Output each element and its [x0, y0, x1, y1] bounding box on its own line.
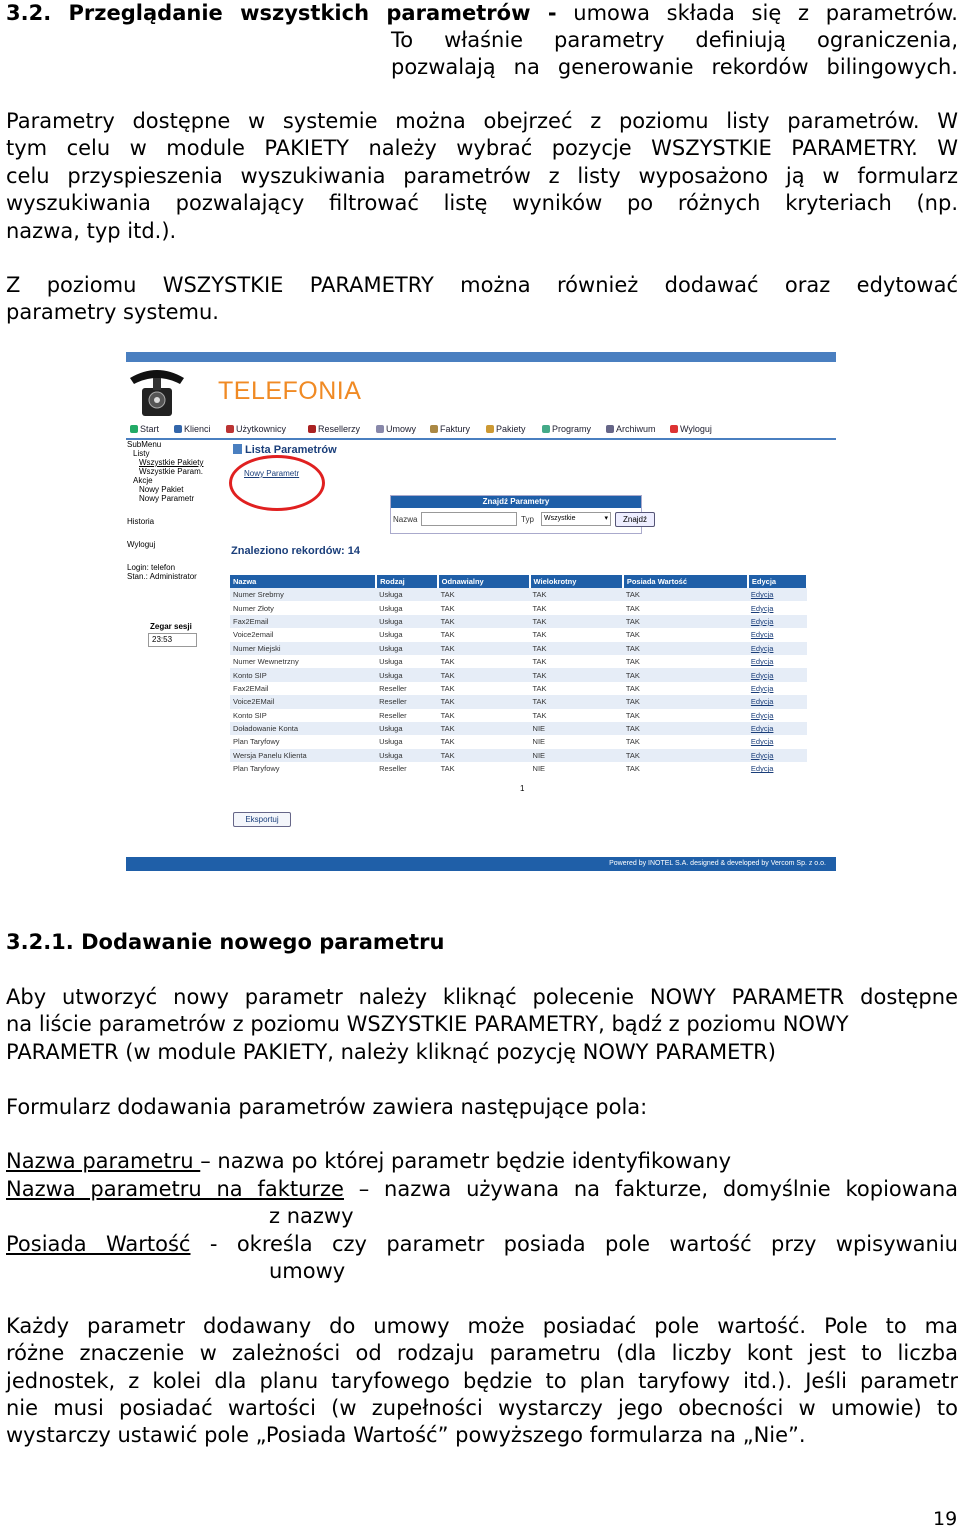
table-cell: Plan Taryfowy — [233, 737, 280, 747]
table-cell: TAK — [438, 722, 530, 735]
table-cell: Fax2Email — [230, 615, 376, 628]
para5-line: wystarczy ustawić pole „Posiada Wartość” powyższego formularza na „Nie”. — [6, 1423, 806, 1447]
table-cell: TAK — [530, 668, 623, 681]
table-cell: TAK — [438, 695, 530, 708]
section-heading-bold: 3.2. Przeglądanie wszystkich parametrów - — [6, 1, 557, 25]
subsection-heading: 3.2.1. Dodawanie nowego parametru — [6, 930, 445, 954]
table-row — [230, 668, 807, 681]
para3-line: PARAMETR (w module PAKIETY, należy kliknąć pozycję NOWY PARAMETR) — [6, 1040, 776, 1064]
table-cell: Wersja Panelu Klienta — [230, 749, 376, 762]
nav-faktury[interactable]: Faktury — [430, 424, 470, 434]
field-has-value-cont: umowy — [269, 1259, 346, 1283]
table-cell: TAK — [530, 615, 623, 628]
table-cell: TAK — [440, 710, 455, 720]
users-icon — [226, 425, 234, 433]
nav-resellerzy[interactable]: Resellerzy — [308, 424, 360, 434]
side-all-packages[interactable]: Wszystkie Pakiety — [139, 458, 204, 467]
table-cell: TAK — [438, 588, 530, 601]
column-header[interactable]: Wielokrotny — [530, 575, 623, 588]
table-cell: TAK — [438, 668, 530, 681]
name-input[interactable] — [421, 512, 517, 526]
highlight-circle — [229, 455, 325, 511]
table-row — [230, 695, 807, 708]
table-cell: TAK — [625, 710, 640, 720]
packages-icon — [486, 425, 494, 433]
table-cell: TAK — [625, 683, 640, 693]
table-cell: Numer Złoty — [233, 603, 274, 613]
section-heading — [6, 0, 958, 27]
table-cell: TAK — [440, 737, 455, 747]
records-found: Znaleziono rekordów: 14 — [231, 545, 360, 557]
table-cell: Usługa — [376, 642, 437, 655]
table-cell: TAK — [438, 642, 530, 655]
table-cell: TAK — [625, 764, 640, 774]
edit-link[interactable]: Edycja — [750, 737, 774, 747]
para1-line: tym celu w module PAKIETY należy wybrać pozycje WSZYSTKIE PARAMETRY. W — [6, 136, 958, 160]
top-bar — [126, 352, 836, 362]
edit-link[interactable]: Edycja — [748, 588, 807, 601]
side-wyloguj[interactable]: Wyloguj — [127, 540, 156, 549]
para5-line: jednostek, z kolei dla planu taryfowego będzie to plan taryfowy itd.). Jeśli parametr — [6, 1369, 958, 1393]
nav-wyloguj[interactable]: Wyloguj — [670, 424, 712, 434]
app-brand: TELEFONIA — [218, 377, 362, 405]
table-cell: TAK — [532, 710, 547, 720]
type-label: Typ — [521, 515, 534, 524]
session-clock: 23:53 — [148, 633, 197, 647]
table-cell: TAK — [440, 683, 455, 693]
nav-uzytkownicy[interactable]: Użytkownicy — [226, 424, 286, 434]
table-cell: Usługa — [376, 749, 437, 762]
table-cell: Plan Taryfowy — [233, 764, 280, 774]
table-cell: TAK — [438, 615, 530, 628]
table-cell: Numer Srebrny — [230, 588, 376, 601]
table-cell: TAK — [532, 603, 547, 613]
table-cell: TAK — [625, 737, 640, 747]
pagination[interactable]: 1 — [520, 784, 525, 793]
nav-klienci[interactable]: Klienci — [174, 424, 211, 434]
para5-line: nie musi posiadać wartości (w zupełności wystarczy jego obecności w umowie) to — [6, 1396, 958, 1420]
programs-icon — [542, 425, 550, 433]
side-listy: Listy — [133, 449, 150, 458]
column-header[interactable]: Nazwa — [230, 575, 376, 588]
table-cell: TAK — [530, 588, 623, 601]
table-cell: Usługa — [376, 722, 437, 735]
edit-link[interactable]: Edycja — [748, 642, 807, 655]
table-row — [230, 655, 807, 668]
column-header[interactable]: Rodzaj — [376, 575, 437, 588]
app-screenshot — [126, 352, 836, 871]
edit-link[interactable]: Edycja — [750, 630, 774, 640]
field-invoice-name: Nazwa parametru na fakturze – nazwa używana na fakturze, domyślnie kopiowana — [6, 1177, 958, 1201]
table-cell: NIE — [530, 749, 623, 762]
table-row — [230, 762, 807, 775]
table-cell: Voice2EMail — [230, 695, 376, 708]
side-new-param[interactable]: Nowy Parametr — [139, 494, 195, 503]
para1-line: wyszukiwania pozwalający filtrować listę wyników po różnych kryteriach (np. — [6, 191, 958, 215]
invoices-icon — [430, 425, 438, 433]
table-cell: TAK — [438, 749, 530, 762]
column-header[interactable]: Posiada Wartość — [623, 575, 748, 588]
search-form-title: Znajdź Parametry — [391, 496, 641, 508]
parameters-table — [230, 575, 808, 775]
para2-line: parametry systemu. — [6, 300, 219, 324]
table-cell: TAK — [625, 603, 640, 613]
table-cell: TAK — [623, 749, 748, 762]
table-cell: NIE — [530, 722, 623, 735]
table-cell: Numer Miejski — [230, 642, 376, 655]
table-cell: TAK — [440, 603, 455, 613]
edit-link[interactable]: Edycja — [748, 722, 807, 735]
clients-icon — [174, 425, 182, 433]
table-cell: TAK — [532, 657, 547, 667]
telephone-icon — [126, 364, 186, 420]
table-cell: Voice2email — [233, 630, 274, 640]
table-cell: Konto SIP — [230, 668, 376, 681]
table-cell: NIE — [532, 764, 546, 774]
para2-line: Z poziomu WSZYSTKIE PARAMETRY można również dodawać oraz edytować — [6, 273, 958, 297]
nav-start[interactable]: Start — [130, 424, 159, 434]
section-heading-line-3: pozwalają na generowanie rekordów bilingowych. — [391, 55, 958, 79]
table-cell: TAK — [623, 722, 748, 735]
para1-line: celu przyspieszenia wyszukiwania parametrów z listy wyposażono ją w formularz — [6, 164, 958, 188]
footer: Powered by INOTEL S.A. designed & developed by Vercom Sp. z o.o. — [126, 857, 836, 871]
table-cell: Reseller — [379, 710, 407, 720]
page-title: Lista Parametrów — [233, 444, 337, 456]
edit-link[interactable]: Edycja — [750, 657, 774, 667]
side-historia[interactable]: Historia — [127, 517, 155, 526]
table-cell: TAK — [623, 588, 748, 601]
nav-pakiety[interactable]: Pakiety — [486, 424, 526, 434]
table-cell: Reseller — [379, 683, 407, 693]
edit-link[interactable]: Edycja — [748, 695, 807, 708]
table-cell: TAK — [625, 657, 640, 667]
table-cell: Doładowanie Konta — [230, 722, 376, 735]
table-cell: TAK — [532, 630, 547, 640]
field-has-value: Posiada Wartość - określa czy parametr posiada pole wartość przy wpisywaniu — [6, 1232, 958, 1256]
table-row — [230, 642, 807, 655]
edit-link[interactable]: Edycja — [750, 710, 774, 720]
side-submenu: SubMenu — [127, 440, 162, 449]
field-invoice-name-cont: z nazwy — [269, 1204, 354, 1228]
table-row — [230, 709, 807, 722]
table-cell: Reseller — [376, 695, 437, 708]
para4: Formularz dodawania parametrów zawiera następujące pola: — [6, 1095, 648, 1119]
edit-link[interactable]: Edycja — [750, 603, 774, 613]
side-all-params[interactable]: Wszystkie Param. — [139, 467, 204, 476]
table-row — [230, 628, 807, 641]
table-cell: Numer Wewnetrzny — [233, 657, 299, 667]
table-cell: Reseller — [379, 764, 407, 774]
column-header[interactable]: Odnawialny — [438, 575, 530, 588]
para3-line: Aby utworzyć nowy parametr należy kliknąć polecenie NOWY PARAMETR dostępne — [6, 985, 958, 1009]
table-cell: TAK — [623, 668, 748, 681]
side-status: Stan.: Administrator — [127, 572, 197, 581]
para5-line: różne znaczenie w zależności od rodzaju parametru (dla liczby kont jest to liczba — [6, 1341, 958, 1365]
field-name: Nazwa parametru – nazwa po której parametr będzie identyfikowany — [6, 1149, 732, 1173]
name-label: Nazwa — [393, 515, 418, 524]
list-icon — [233, 444, 242, 454]
table-cell: TAK — [623, 695, 748, 708]
new-parameter-link[interactable]: Nowy Parametr — [244, 469, 300, 478]
table-cell: TAK — [440, 764, 455, 774]
edit-link[interactable]: Edycja — [748, 668, 807, 681]
edit-link[interactable]: Edycja — [750, 764, 774, 774]
edit-link[interactable]: Edycja — [748, 749, 807, 762]
search-form — [390, 495, 647, 534]
para1-line: nazwa, typ itd.). — [6, 219, 177, 243]
nav-umowy[interactable]: Umowy — [376, 424, 416, 434]
section-heading-line-2: To właśnie parametry definiują ograniczenia, — [391, 28, 958, 52]
side-new-package[interactable]: Nowy Pakiet — [139, 485, 184, 494]
table-row — [230, 588, 807, 601]
table-cell: NIE — [532, 737, 546, 747]
edit-link[interactable]: Edycja — [748, 615, 807, 628]
table-cell: Usługa — [379, 737, 403, 747]
table-cell: TAK — [530, 695, 623, 708]
para3-line: na liście parametrów z poziomu WSZYSTKIE PARAMETRY, bądź z poziomu NOWY — [6, 1012, 849, 1036]
logout-icon — [670, 425, 678, 433]
side-akcje: Akcje — [133, 476, 153, 485]
table-cell: Fax2EMail — [233, 683, 269, 693]
main-nav — [126, 420, 836, 440]
table-cell: TAK — [440, 657, 455, 667]
table-row — [230, 749, 807, 762]
resellers-icon — [308, 425, 316, 433]
table-cell: TAK — [530, 642, 623, 655]
table-row — [230, 601, 807, 614]
column-header[interactable]: Edycja — [748, 575, 807, 588]
table-row — [230, 735, 807, 748]
contracts-icon — [376, 425, 384, 433]
home-icon — [130, 425, 138, 433]
table-cell: Usługa — [376, 588, 437, 601]
table-cell: TAK — [623, 642, 748, 655]
table-cell: Usługa — [376, 668, 437, 681]
page-number: 19 — [933, 1508, 958, 1530]
para1-line: Parametry dostępne w systemie można obejrzeć z poziomu listy parametrów. W — [6, 109, 958, 133]
type-select[interactable]: Wszystkie ▾ — [541, 512, 611, 526]
chevron-down-icon: ▾ — [604, 515, 608, 522]
table-cell: TAK — [623, 615, 748, 628]
table-cell: Konto SIP — [233, 710, 267, 720]
find-button[interactable]: Znajdź — [615, 512, 655, 527]
table-row — [230, 722, 807, 735]
table-cell: Usługa — [379, 657, 403, 667]
session-clock-label: Zegar sesji — [150, 622, 192, 631]
nav-archiwum[interactable]: Archiwum — [606, 424, 656, 434]
archive-icon — [606, 425, 614, 433]
table-row — [230, 615, 807, 628]
export-button[interactable]: Eksportuj — [233, 812, 291, 827]
table-cell: Usługa — [379, 630, 403, 640]
edit-link[interactable]: Edycja — [750, 683, 774, 693]
table-cell: TAK — [625, 630, 640, 640]
table-cell: Usługa — [379, 603, 403, 613]
nav-programy[interactable]: Programy — [542, 424, 591, 434]
section-heading-rest: umowa składa się z parametrów. — [556, 1, 958, 25]
table-cell: TAK — [440, 630, 455, 640]
table-row — [230, 682, 807, 695]
table-cell: TAK — [532, 683, 547, 693]
para5-line: Każdy parametr dodawany do umowy może posiadać pole wartość. Pole to ma — [6, 1314, 958, 1338]
table-cell: Usługa — [376, 615, 437, 628]
side-login: Login: telefon — [127, 563, 176, 572]
